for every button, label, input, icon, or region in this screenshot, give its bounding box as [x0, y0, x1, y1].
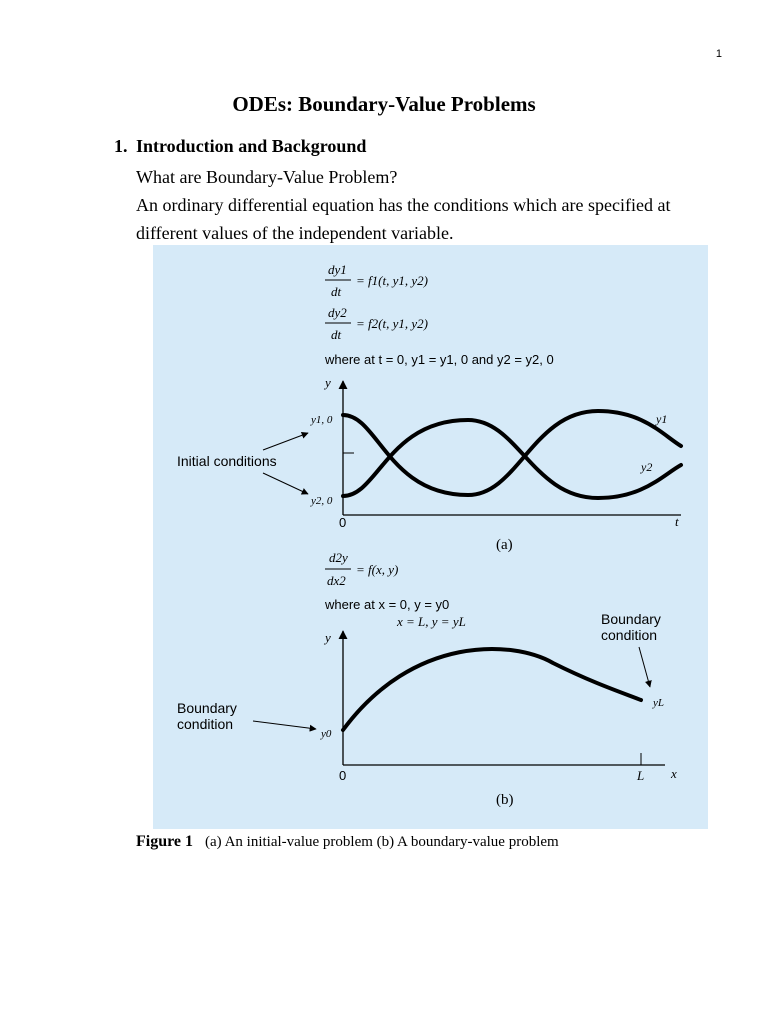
initial-conditions-label: Initial conditions [177, 453, 277, 469]
panel-a-t-label: t [675, 514, 679, 529]
eq-b-rhs: = f(x, y) [356, 562, 399, 577]
L-label: L [637, 768, 645, 783]
panel-b-label: (b) [496, 792, 514, 808]
eq-b-numerator: d2y [329, 550, 348, 565]
y0-label: y0 [321, 728, 332, 740]
eq2-numerator: dy2 [328, 305, 347, 320]
curve-y-bvp [343, 649, 641, 730]
y20-label: y2, 0 [311, 495, 333, 507]
boundary-left-line2: condition [177, 716, 234, 732]
boundary-left-arrow [253, 721, 316, 729]
panel-a-condition: where at t = 0, y1 = y1, 0 and y2 = y2, 0 [325, 352, 554, 367]
panel-a-origin: 0 [339, 515, 347, 530]
caption-text: (a) An initial-value problem (b) A boundary-value problem [205, 834, 559, 850]
eq2-denominator: dt [331, 327, 342, 342]
page-number: 1 [715, 48, 722, 60]
initial-arrow-down [263, 473, 308, 494]
panel-a-label: (a) [496, 537, 513, 553]
eq1-numerator: dy1 [328, 262, 347, 277]
panel-b-condition-1: where at x = 0, y = y0 [325, 597, 450, 612]
boundary-right-line2: condition [601, 627, 658, 643]
panel-b-y-label: y [325, 630, 331, 645]
figure-1 [153, 245, 708, 829]
eq1-rhs: = f1(t, y1, y2) [356, 273, 428, 288]
curve-y2-label: y2 [641, 460, 653, 474]
eq-b-denominator: dx2 [327, 573, 346, 588]
panel-a-y-label: y [325, 375, 331, 390]
paragraph-question: What are Boundary-Value Problem? [136, 167, 398, 187]
eq1-denominator: dt [331, 284, 342, 299]
figure-diagram [153, 245, 708, 829]
panel-b-x-label: x [671, 766, 677, 781]
caption-label: Figure 1 [136, 833, 194, 850]
panel-b-origin: 0 [339, 768, 347, 783]
section-number: 1. [114, 136, 128, 156]
eq2-rhs: = f2(t, y1, y2) [356, 316, 428, 331]
y10-label: y1, 0 [311, 414, 333, 426]
section-title: Introduction and Background [136, 136, 367, 156]
figure-caption [136, 833, 559, 851]
paragraph-definition: An ordinary differential equation has the conditions which are specified at different values of the independent variable. [136, 195, 671, 243]
boundary-left-line1: Boundary [177, 700, 237, 716]
yL-label: yL [653, 697, 664, 709]
boundary-right-line1: Boundary [601, 611, 661, 627]
initial-arrow-up [263, 433, 308, 450]
section-heading [114, 136, 366, 157]
panel-b-condition-2: x = L, y = yL [397, 614, 466, 629]
curve-y1-label: y1 [656, 412, 668, 426]
document-title: ODEs: Boundary-Value Problems [232, 92, 536, 116]
boundary-right-arrow [639, 647, 650, 687]
